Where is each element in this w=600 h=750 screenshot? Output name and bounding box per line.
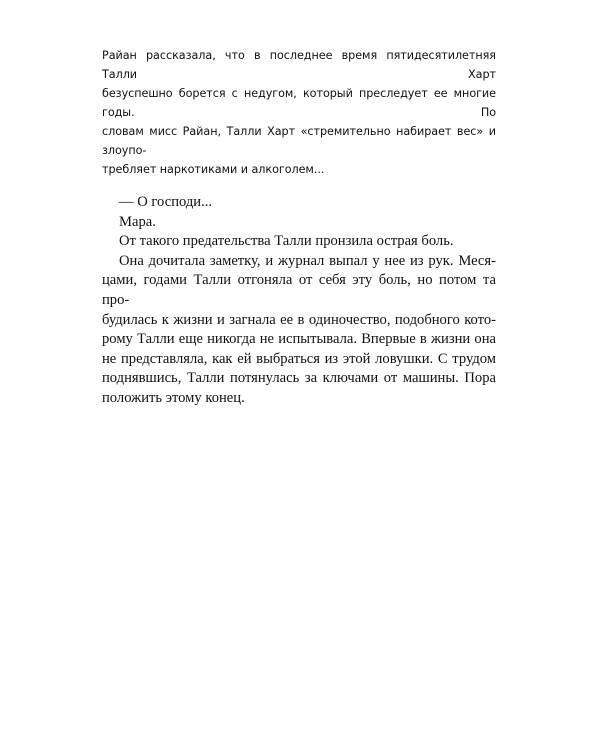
article-quote [102,46,496,179]
quote-line: словам мисс Райан, Талли Харт «стремительно набирает вес» и злоупо- [102,125,496,157]
quote-line: требляет наркотиками и алкоголем... [102,163,325,176]
quote-line: Райан рассказала, что в последнее время пятидесятилетняя Талли Харт [102,49,496,81]
paragraph-line: положить этому конец. [102,389,245,406]
paragraph-line: Мара. [119,213,156,230]
dialogue-line: — О господи... [119,194,213,210]
paragraph-line: Она дочитала заметку, и журнал выпал у нее из рук. Меся- [119,252,496,269]
paragraph-line: поднявшись, Талли потянулась за ключами от машины. Пора [102,370,496,387]
paragraph-line: От такого предательства Талли пронзила острая боль. [119,233,454,250]
paragraph-line: будилась к жизни и загнала ее в одиночество, подобного кото- [102,311,496,328]
paragraph-line: цами, годами Талли отгоняла от себя эту боль, но потом та про- [102,272,496,308]
quote-line: безуспешно борется с недугом, который преследует ее многие годы. По [102,87,496,119]
book-page [102,46,496,409]
paragraph-line: не представляла, как ей выбраться из этой ловушки. С трудом [102,350,496,367]
narrative-text [102,193,496,409]
paragraph-line: рому Талли еще никогда не испытывала. Впервые в жизни она [102,331,496,348]
